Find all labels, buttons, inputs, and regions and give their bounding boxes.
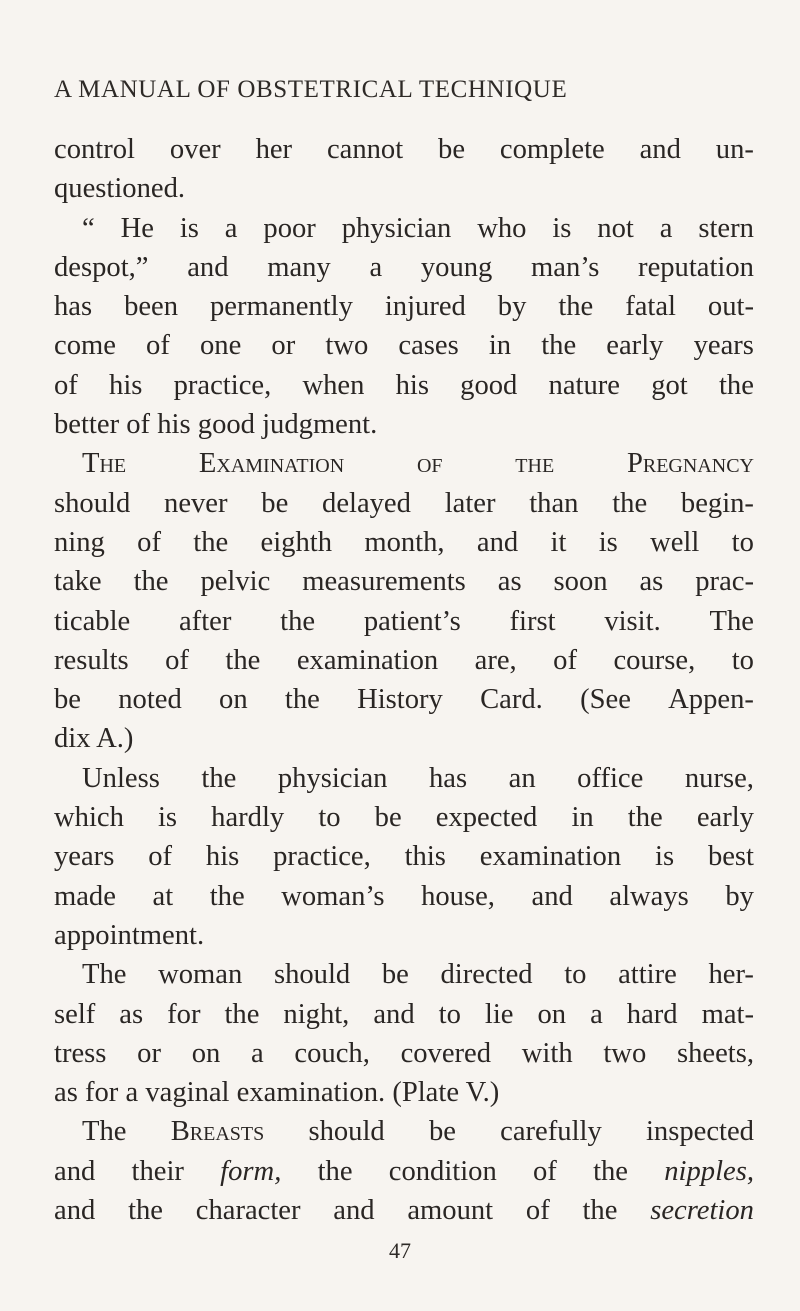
text-line: take the pelvic measurements as soon as prac- bbox=[54, 566, 754, 598]
text-line: self as for the night, and to lie on a hard mat- bbox=[54, 998, 754, 1030]
text-line: appointment. bbox=[54, 919, 205, 951]
text-line: despot,” and many a young man’s reputation bbox=[54, 251, 754, 283]
text-line: of his practice, when his good nature got the bbox=[54, 369, 754, 401]
text-line: “ He is a poor physician who is not a stern bbox=[82, 212, 754, 244]
running-header: A MANUAL OF OBSTETRICAL TECHNIQUE bbox=[54, 76, 568, 103]
text-line: be noted on the History Card. (See Appen- bbox=[54, 684, 754, 716]
text-line: years of his practice, this examination is best bbox=[54, 841, 754, 873]
text-line: questioned. bbox=[54, 173, 186, 205]
text-line: made at the woman’s house, and always by bbox=[54, 880, 754, 912]
text-line: dix A.) bbox=[54, 723, 134, 755]
text-line: better of his good judgment. bbox=[54, 409, 378, 441]
text-line: The Examination of the Pregnancy bbox=[82, 448, 754, 480]
text-line: has been permanently injured by the fatal out- bbox=[54, 291, 754, 323]
page-number: 47 bbox=[389, 1238, 411, 1263]
text-line: ning of the eighth month, and it is well to bbox=[54, 526, 754, 558]
text-line: The Breasts should be carefully inspected bbox=[82, 1116, 754, 1148]
text-line: ticable after the patient’s first visit. The bbox=[54, 605, 754, 637]
text-line: and the character and amount of the secretion bbox=[54, 1195, 754, 1227]
text-line: which is hardly to be expected in the early bbox=[54, 802, 754, 834]
text-line: Unless the physician has an office nurse, bbox=[82, 762, 754, 794]
text-line: tress or on a couch, covered with two sheets, bbox=[54, 1037, 754, 1069]
text-line: come of one or two cases in the early years bbox=[54, 330, 754, 362]
text-line: control over her cannot be complete and un- bbox=[54, 134, 754, 165]
text-line: and their form, the condition of the nipples, bbox=[54, 1155, 754, 1187]
text-line: results of the examination are, of course, to bbox=[54, 644, 754, 676]
text-line: as for a vaginal examination. (Plate V.) bbox=[54, 1077, 500, 1109]
text-line: should never be delayed later than the begin- bbox=[54, 487, 754, 519]
body-text bbox=[54, 130, 754, 1230]
text-line: The woman should be directed to attire her- bbox=[82, 959, 754, 991]
